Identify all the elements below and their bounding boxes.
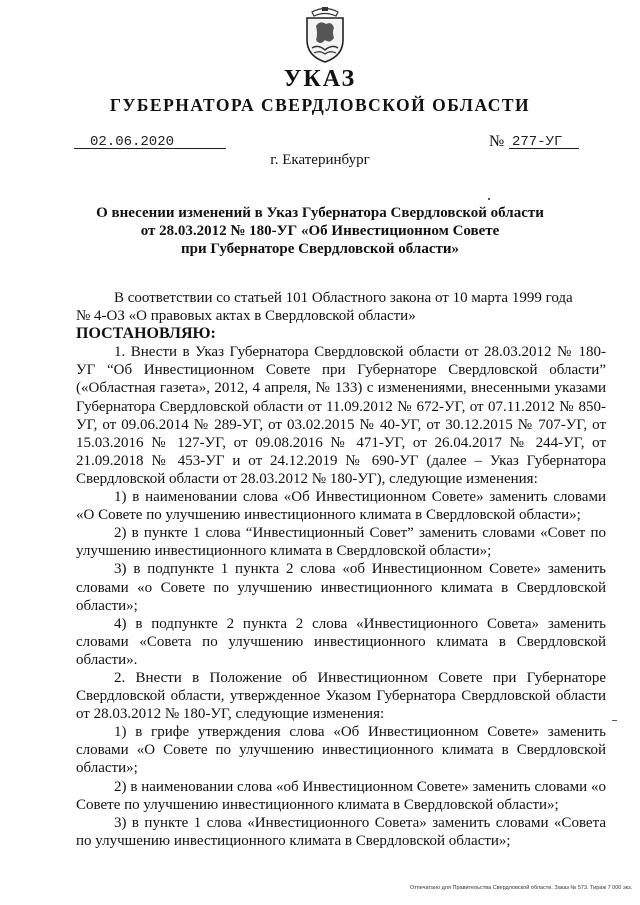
title-line: О внесении изменений в Указ Губернатора Свердловской области xyxy=(96,205,544,221)
clause-1-item-1: 1) в наименовании слова «Об Инвестиционном Совете» заменить словами «О Совете по улучшению инвестиционного климата в Свердловской области»; xyxy=(76,489,606,524)
document-number: 277-УГ xyxy=(512,134,563,150)
coat-of-arms-graphic xyxy=(302,4,348,64)
clause-2-item-2: 2) в наименовании слова «об Инвестиционном Совете» заменить словами «о Совете по улучшению инвестиционного климата в Свердловской области»; xyxy=(76,778,606,813)
scan-mark xyxy=(612,720,617,721)
document-issuer: ГУБЕРНАТОРА СВЕРДЛОВСКОЙ ОБЛАСТИ xyxy=(109,95,531,115)
document-type: УКАЗ xyxy=(283,66,357,92)
date-underline xyxy=(74,148,226,149)
document-body xyxy=(76,289,606,850)
print-footer-note: Отпечатано для Правительства Свердловской области. Заказ № 573. Тираж 7 000 экз. xyxy=(410,885,633,891)
document-date: 02.06.2020 xyxy=(90,134,175,150)
clause-1-item-4: 4) в подпункте 2 пункта 2 слова «Инвестиционного Совета» заменить словами «Совета по улучшению инвестиционного климата в Свердловской области». xyxy=(76,615,606,668)
preamble-paragraph-cont: № 4-ОЗ «О правовых актах в Свердловской области» xyxy=(76,308,416,325)
number-sign: № xyxy=(489,133,505,150)
document-city: г. Екатеринбург xyxy=(270,152,370,168)
document-title xyxy=(90,204,550,258)
clause-2-item-1: 1) в грифе утверждения слова «Об Инвестиционном Совете» заменить словами «О Совете по улучшению инвестиционного климата в Свердловской области»; xyxy=(76,724,606,777)
number-underline xyxy=(509,148,579,149)
coat-of-arms-icon xyxy=(302,4,348,64)
clause-1: 1. Внести в Указ Губернатора Свердловской области от 28.03.2012 № 180-УГ “Об Инвестиционном Совете при Губернаторе Свердловской области” («Областная газета», 2012, 4 апреля, № 133) с изменениями, внесенными указами Губернатора Свердловской области от 11.09.2012 № 672-УГ, от 07.11.2012 № 850-УГ, от 09.06.2014 № 289-УГ, от 03.02.2015 № 40-УГ, от 30.12.2015 № 707-УГ, от 15.03.2016 № 127-УГ, от 09.08.2016 № 471-УГ, от 26.04.2017 № 244-УГ, от 21.09.2018 № 453-УГ и от 24.12.2019 № 690-УГ (далее – Указ Губернатора Свердловской области от 28.03.2012 № 180-УГ), следующие изменения: xyxy=(76,344,606,487)
clause-1-item-2: 2) в пункте 1 слова “Инвестиционный Совет” заменить словами «Совет по улучшению инвестиционного климата в Свердловской области»; xyxy=(76,525,606,560)
preamble-paragraph: В соответствии со статьей 101 Областного закона от 10 марта 1999 года xyxy=(114,290,573,306)
decree-word: ПОСТАНОВЛЯЮ: xyxy=(76,325,216,343)
clause-1-item-3: 3) в подпункте 1 пункта 2 слова «об Инвестиционном Совете» заменить словами «о Совете по улучшению инвестиционного климата в Свердловской области»; xyxy=(76,561,606,614)
title-line: при Губернаторе Свердловской области» xyxy=(181,241,459,257)
clause-2-item-3: 3) в пункте 1 слова «Инвестиционного Совета» заменить словами «Совета по улучшению инвестиционного климата в Свердловской области»; xyxy=(76,814,606,849)
title-line: от 28.03.2012 № 180-УГ «Об Инвестиционном Совете xyxy=(140,223,500,239)
scan-speck xyxy=(488,198,490,200)
clause-2: 2. Внести в Положение об Инвестиционном Совете при Губернаторе Свердловской области, утвержденное Указом Губернатора Свердловской области от 28.03.2012 № 180-УГ, следующие изменения: xyxy=(76,669,606,723)
